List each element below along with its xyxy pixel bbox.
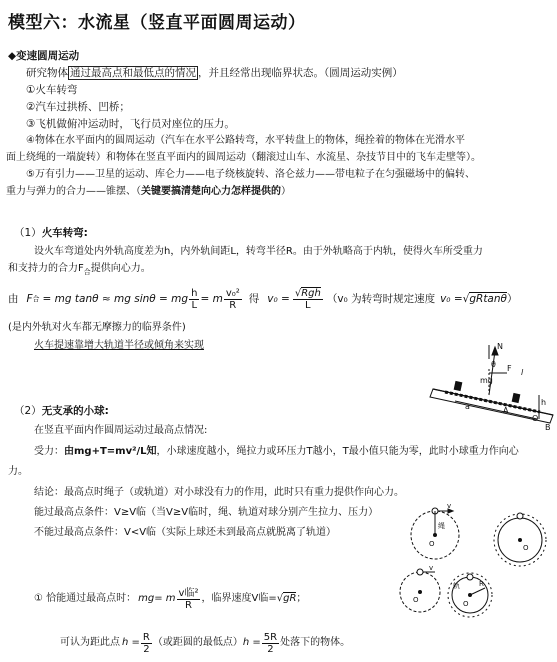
- sqrt-gRtan: √gRtanθ: [462, 293, 507, 305]
- label-mg: mg: [480, 376, 493, 385]
- list-item-3: ③飞机做俯冲运动时，飞行员对座位的压力。: [26, 118, 235, 130]
- formula-de: 得: [248, 293, 260, 305]
- frac-R-num: R: [142, 631, 150, 643]
- formula-F-sub: 合: [32, 295, 40, 303]
- ball-p2-c: ，小球速度越小，绳拉力或环压力T越小，T最小值只能为零，此时小球重力作向心: [156, 446, 519, 457]
- list-item-5b: [6, 185, 291, 199]
- train-force-diagram: [425, 335, 555, 435]
- frac-numerator-h: h: [191, 287, 198, 299]
- drop-text-a: 可认为距此点: [60, 637, 120, 648]
- diag-label-rope: 绳: [438, 522, 445, 530]
- ball-paragraph-6: 不能过最高点条件：V<V临（实际上球还未到最高点就脱离了轨道）: [34, 527, 337, 538]
- label-theta: θ: [491, 360, 496, 369]
- label-A: A: [503, 406, 509, 415]
- fraction-R-over-2: [141, 632, 152, 655]
- section-heading-variable-circular: ◆变速圆周运动: [8, 50, 80, 62]
- fraction-vsq-over-R: [177, 588, 201, 611]
- critical-speed-line: [34, 584, 306, 614]
- ball-p2-a: 受力：: [34, 446, 64, 457]
- label-h: h: [541, 398, 547, 407]
- sqrt-Rgh: √Rgh: [294, 287, 321, 299]
- critical-mg: mg= m: [138, 593, 176, 604]
- ball-paragraph-5: 能过最高点条件：V≥V临（当V≥V临时，绳、轨道对球分别产生拉力、压力）: [34, 507, 379, 518]
- page-title: 模型六：水流星（竖直平面圆周运动）: [8, 13, 306, 33]
- diag-label-O4: O: [463, 600, 469, 608]
- ball-top-right: [517, 513, 523, 519]
- ball-paragraph-3: 力。: [8, 466, 28, 477]
- list-item-4a: ④物体在水平面内的圆周运动（汽车在水平公路转弯，水平转盘上的物体，绳拴着的物体在光滑水平: [26, 135, 465, 146]
- frac-5R-num: 5R: [263, 631, 278, 643]
- critical-text-d: ；: [296, 593, 307, 604]
- formula-mid: = mg tanθ ≈ mg sinθ = mg: [42, 293, 189, 305]
- diag-label-O3: O: [413, 596, 419, 604]
- frac-denominator-L2: L: [305, 299, 311, 311]
- formula-close: ）: [506, 293, 518, 305]
- intro-line: [26, 66, 403, 80]
- list-item-5b-text: 重力与弹力的合力——锥摆、（: [6, 186, 141, 197]
- list-item-5a: ⑤万有引力——卫星的运动、库仑力——电子绕核旋转、洛仑兹力——带电粒子在匀强磁场中的偏转、: [26, 169, 475, 180]
- formula-from: 由: [8, 293, 19, 305]
- frac-v-crit-sq: v临²: [178, 587, 199, 599]
- train-note-1: (是内外轨对火车都无摩擦力的临界条件): [8, 322, 186, 333]
- formula-v0b: v₀ =: [440, 293, 463, 305]
- diag-label-v1: v: [447, 502, 452, 510]
- label-a: a: [465, 402, 470, 411]
- ball-br: [467, 574, 473, 580]
- drop-h1: h =: [122, 637, 140, 648]
- drop-height-line: [60, 628, 350, 658]
- ball-bl: [417, 569, 423, 575]
- train-p2-text: 和支持力的合力F: [8, 263, 84, 274]
- frac-2-den-b: 2: [267, 643, 274, 655]
- label-B: B: [545, 423, 551, 432]
- center-bl: [419, 591, 422, 594]
- section-number: （1）: [14, 227, 42, 239]
- train-paragraph-1: 设火车弯道处内外轨高度差为h，内外轨间距L，转弯半径R。由于外轨略高于内轨，使得火车所受重力: [34, 246, 483, 257]
- train-paragraph-2: [8, 262, 151, 279]
- frac-numerator-v0sq: v₀²: [225, 287, 240, 299]
- frac-2-den: 2: [143, 643, 150, 655]
- fraction-h-over-L: [189, 288, 199, 311]
- diag-label-O2: O: [523, 544, 529, 552]
- label-l: l: [521, 368, 524, 377]
- key-point-text: 关键要搞清楚向心力怎样提供的: [141, 186, 281, 197]
- drop-h2: h =: [242, 637, 261, 648]
- critical-text-c: ，临界速度V临=: [201, 593, 277, 604]
- circle-motion-diagrams: [395, 500, 555, 620]
- frac-R: R: [185, 599, 192, 611]
- label-N: N: [497, 342, 503, 351]
- fraction-5R-over-2: [262, 632, 279, 655]
- radius-line: [470, 588, 485, 595]
- ball-p2-b: 由mg+T=mv²/L知: [64, 446, 157, 457]
- fraction-v0sq-over-R: [224, 288, 242, 311]
- ball-paragraph-2: [34, 445, 519, 459]
- intro-text-b: ，并且经常出现临界状态。（圆周运动实例）: [198, 67, 403, 79]
- fraction-sqrt-Rgh-over-L: [293, 288, 323, 311]
- diag-label-v2: v: [429, 564, 434, 572]
- list-item-1: ①火车转弯: [26, 84, 78, 96]
- diag-label-O1: O: [429, 540, 435, 548]
- formula-v0: v₀ =: [267, 293, 290, 305]
- formula-note: （v₀ 为转弯时规定速度: [326, 293, 436, 305]
- list-item-2: ②汽车过拱桥、凹桥；: [26, 101, 130, 113]
- wheel-left: [454, 381, 462, 390]
- train-p2-sub: 合: [83, 268, 91, 276]
- critical-text-a: ① 恰能通过最高点时：: [34, 593, 137, 604]
- drop-text-c: （或距圆的最低点）: [152, 637, 243, 648]
- section-heading-ball: [14, 404, 109, 418]
- section-heading-train: [14, 226, 88, 240]
- intro-text-a: 研究物体: [26, 67, 68, 79]
- label-O: O: [532, 414, 539, 423]
- sqrt-gR: √gR: [276, 593, 297, 604]
- train-formula: [8, 282, 517, 316]
- label-F: F: [507, 364, 512, 373]
- list-item-4b: 面上绕绳的一端旋转）和物体在竖直平面内的圆周运动（翻滚过山车、水流星、杂技节目中的飞车走壁等）。: [6, 152, 481, 163]
- center-br: [469, 594, 472, 597]
- diag-label-R: R: [479, 580, 484, 588]
- section-title: 火车转弯:: [41, 227, 88, 239]
- center-tr: [519, 539, 522, 542]
- list-item-5b-close: ）: [281, 186, 291, 197]
- wheel-right: [512, 393, 520, 402]
- formula-F: F: [26, 293, 33, 305]
- ball-paragraph-1: 在竖直平面内作圆周运动过最高点情况:: [34, 425, 208, 436]
- diag-label-track: 轨: [453, 582, 460, 590]
- drop-text-e: 处落下的物体。: [280, 637, 351, 648]
- center-tl: [434, 534, 437, 537]
- train-p2-end: 提供向心力。: [90, 263, 151, 274]
- train-note-2: 火车提速靠增大轨道半径或倾角来实现: [34, 340, 204, 351]
- section3-title: 无支承的小球:: [41, 405, 109, 417]
- formula-m: = m: [200, 293, 223, 305]
- section3-number: （2）: [14, 405, 42, 417]
- ball-paragraph-4: 结论：最高点时绳子（或轨道）对小球没有力的作用，此时只有重力提供作向心力。: [34, 487, 404, 498]
- frac-denominator-L: L: [191, 299, 198, 311]
- frac-denominator-R: R: [229, 299, 237, 311]
- intro-boxed-text: 通过最高点和最低点的情况: [70, 67, 196, 79]
